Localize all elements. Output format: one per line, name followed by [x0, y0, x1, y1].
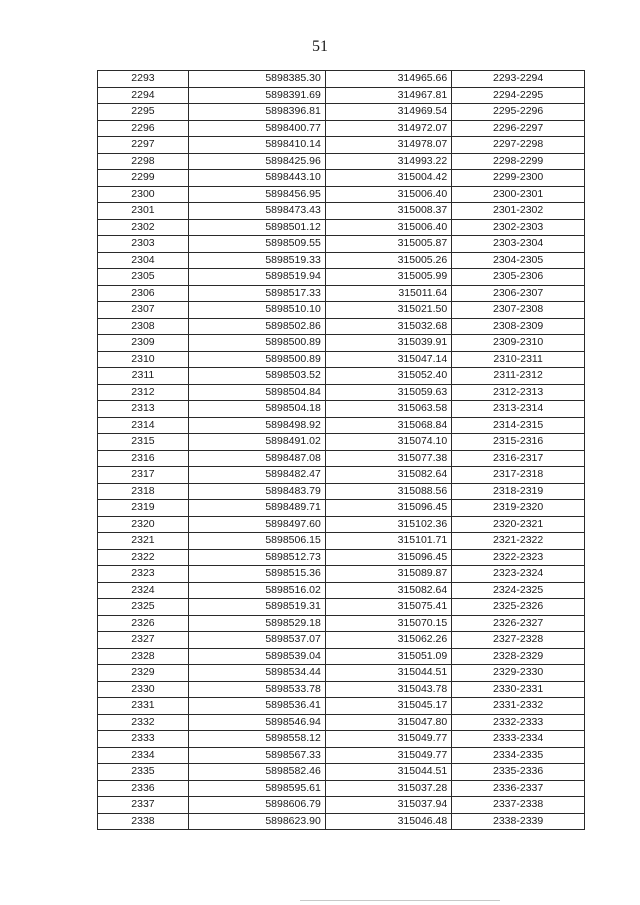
table-row — [98, 236, 585, 253]
y-coordinate-cell: 314972.07 — [325, 120, 451, 137]
point-number-cell: 2294 — [98, 87, 189, 104]
segment-cell: 2325-2326 — [452, 599, 585, 616]
point-number-cell: 2301 — [98, 203, 189, 220]
table-row — [98, 219, 585, 236]
segment-cell: 2293-2294 — [452, 71, 585, 88]
x-coordinate-cell: 5898595.61 — [188, 780, 325, 797]
y-coordinate-cell: 315096.45 — [325, 500, 451, 517]
segment-cell: 2308-2309 — [452, 318, 585, 335]
table-row — [98, 632, 585, 649]
x-coordinate-cell: 5898506.15 — [188, 533, 325, 550]
segment-cell: 2337-2338 — [452, 797, 585, 814]
point-number-cell: 2325 — [98, 599, 189, 616]
segment-cell: 2318-2319 — [452, 483, 585, 500]
segment-cell: 2309-2310 — [452, 335, 585, 352]
table-row — [98, 500, 585, 517]
coordinates-table — [97, 70, 585, 830]
table-row — [98, 747, 585, 764]
x-coordinate-cell: 5898567.33 — [188, 747, 325, 764]
segment-cell: 2326-2327 — [452, 615, 585, 632]
x-coordinate-cell: 5898500.89 — [188, 335, 325, 352]
y-coordinate-cell: 315101.71 — [325, 533, 451, 550]
table-row — [98, 698, 585, 715]
y-coordinate-cell: 315047.80 — [325, 714, 451, 731]
table-row — [98, 797, 585, 814]
table-row — [98, 434, 585, 451]
segment-cell: 2322-2323 — [452, 549, 585, 566]
x-coordinate-cell: 5898482.47 — [188, 467, 325, 484]
x-coordinate-cell: 5898491.02 — [188, 434, 325, 451]
segment-cell: 2315-2316 — [452, 434, 585, 451]
x-coordinate-cell: 5898537.07 — [188, 632, 325, 649]
x-coordinate-cell: 5898533.78 — [188, 681, 325, 698]
y-coordinate-cell: 315043.78 — [325, 681, 451, 698]
y-coordinate-cell: 315082.64 — [325, 582, 451, 599]
y-coordinate-cell: 315045.17 — [325, 698, 451, 715]
x-coordinate-cell: 5898400.77 — [188, 120, 325, 137]
segment-cell: 2297-2298 — [452, 137, 585, 154]
y-coordinate-cell: 315046.48 — [325, 813, 451, 830]
x-coordinate-cell: 5898519.33 — [188, 252, 325, 269]
segment-cell: 2305-2306 — [452, 269, 585, 286]
segment-cell: 2301-2302 — [452, 203, 585, 220]
y-coordinate-cell: 315044.51 — [325, 764, 451, 781]
segment-cell: 2321-2322 — [452, 533, 585, 550]
x-coordinate-cell: 5898391.69 — [188, 87, 325, 104]
x-coordinate-cell: 5898501.12 — [188, 219, 325, 236]
segment-cell: 2312-2313 — [452, 384, 585, 401]
x-coordinate-cell: 5898623.90 — [188, 813, 325, 830]
table-row — [98, 302, 585, 319]
table-row — [98, 549, 585, 566]
x-coordinate-cell: 5898515.36 — [188, 566, 325, 583]
point-number-cell: 2302 — [98, 219, 189, 236]
point-number-cell: 2313 — [98, 401, 189, 418]
y-coordinate-cell: 315051.09 — [325, 648, 451, 665]
point-number-cell: 2315 — [98, 434, 189, 451]
x-coordinate-cell: 5898410.14 — [188, 137, 325, 154]
point-number-cell: 2337 — [98, 797, 189, 814]
table-row — [98, 780, 585, 797]
y-coordinate-cell: 315070.15 — [325, 615, 451, 632]
point-number-cell: 2295 — [98, 104, 189, 121]
table-row — [98, 599, 585, 616]
x-coordinate-cell: 5898396.81 — [188, 104, 325, 121]
y-coordinate-cell: 315008.37 — [325, 203, 451, 220]
y-coordinate-cell: 315096.45 — [325, 549, 451, 566]
y-coordinate-cell: 314965.66 — [325, 71, 451, 88]
x-coordinate-cell: 5898534.44 — [188, 665, 325, 682]
table-row — [98, 368, 585, 385]
point-number-cell: 2316 — [98, 450, 189, 467]
y-coordinate-cell: 315068.84 — [325, 417, 451, 434]
x-coordinate-cell: 5898582.46 — [188, 764, 325, 781]
x-coordinate-cell: 5898606.79 — [188, 797, 325, 814]
y-coordinate-cell: 315006.40 — [325, 186, 451, 203]
segment-cell: 2302-2303 — [452, 219, 585, 236]
segment-cell: 2330-2331 — [452, 681, 585, 698]
point-number-cell: 2321 — [98, 533, 189, 550]
point-number-cell: 2324 — [98, 582, 189, 599]
segment-cell: 2323-2324 — [452, 566, 585, 583]
table-row — [98, 714, 585, 731]
y-coordinate-cell: 315037.94 — [325, 797, 451, 814]
table-row — [98, 87, 585, 104]
table-row — [98, 318, 585, 335]
segment-cell: 2316-2317 — [452, 450, 585, 467]
y-coordinate-cell: 315011.64 — [325, 285, 451, 302]
x-coordinate-cell: 5898504.84 — [188, 384, 325, 401]
table-row — [98, 483, 585, 500]
x-coordinate-cell: 5898510.10 — [188, 302, 325, 319]
segment-cell: 2303-2304 — [452, 236, 585, 253]
point-number-cell: 2327 — [98, 632, 189, 649]
y-coordinate-cell: 315004.42 — [325, 170, 451, 187]
table-row — [98, 104, 585, 121]
x-coordinate-cell: 5898529.18 — [188, 615, 325, 632]
y-coordinate-cell: 315089.87 — [325, 566, 451, 583]
y-coordinate-cell: 315075.41 — [325, 599, 451, 616]
point-number-cell: 2298 — [98, 153, 189, 170]
x-coordinate-cell: 5898502.86 — [188, 318, 325, 335]
segment-cell: 2310-2311 — [452, 351, 585, 368]
point-number-cell: 2300 — [98, 186, 189, 203]
point-number-cell: 2330 — [98, 681, 189, 698]
point-number-cell: 2320 — [98, 516, 189, 533]
table-row — [98, 351, 585, 368]
segment-cell: 2296-2297 — [452, 120, 585, 137]
y-coordinate-cell: 315005.99 — [325, 269, 451, 286]
segment-cell: 2314-2315 — [452, 417, 585, 434]
table-row — [98, 170, 585, 187]
point-number-cell: 2319 — [98, 500, 189, 517]
point-number-cell: 2311 — [98, 368, 189, 385]
segment-cell: 2336-2337 — [452, 780, 585, 797]
y-coordinate-cell: 315032.68 — [325, 318, 451, 335]
x-coordinate-cell: 5898498.92 — [188, 417, 325, 434]
table-row — [98, 186, 585, 203]
point-number-cell: 2308 — [98, 318, 189, 335]
x-coordinate-cell: 5898509.55 — [188, 236, 325, 253]
point-number-cell: 2303 — [98, 236, 189, 253]
point-number-cell: 2307 — [98, 302, 189, 319]
table-row — [98, 516, 585, 533]
table-row — [98, 203, 585, 220]
x-coordinate-cell: 5898497.60 — [188, 516, 325, 533]
x-coordinate-cell: 5898443.10 — [188, 170, 325, 187]
point-number-cell: 2293 — [98, 71, 189, 88]
coordinates-table-body — [98, 71, 585, 830]
point-number-cell: 2322 — [98, 549, 189, 566]
table-row — [98, 764, 585, 781]
y-coordinate-cell: 315049.77 — [325, 747, 451, 764]
segment-cell: 2306-2307 — [452, 285, 585, 302]
table-row — [98, 401, 585, 418]
y-coordinate-cell: 314993.22 — [325, 153, 451, 170]
point-number-cell: 2310 — [98, 351, 189, 368]
table-row — [98, 813, 585, 830]
segment-cell: 2335-2336 — [452, 764, 585, 781]
table-row — [98, 681, 585, 698]
table-row — [98, 450, 585, 467]
table-row — [98, 566, 585, 583]
segment-cell: 2300-2301 — [452, 186, 585, 203]
segment-cell: 2313-2314 — [452, 401, 585, 418]
table-row — [98, 417, 585, 434]
point-number-cell: 2333 — [98, 731, 189, 748]
point-number-cell: 2331 — [98, 698, 189, 715]
segment-cell: 2324-2325 — [452, 582, 585, 599]
point-number-cell: 2326 — [98, 615, 189, 632]
x-coordinate-cell: 5898487.08 — [188, 450, 325, 467]
x-coordinate-cell: 5898536.41 — [188, 698, 325, 715]
point-number-cell: 2329 — [98, 665, 189, 682]
point-number-cell: 2318 — [98, 483, 189, 500]
y-coordinate-cell: 315082.64 — [325, 467, 451, 484]
y-coordinate-cell: 315077.38 — [325, 450, 451, 467]
point-number-cell: 2314 — [98, 417, 189, 434]
y-coordinate-cell: 314967.81 — [325, 87, 451, 104]
table-row — [98, 731, 585, 748]
segment-cell: 2328-2329 — [452, 648, 585, 665]
point-number-cell: 2328 — [98, 648, 189, 665]
y-coordinate-cell: 315074.10 — [325, 434, 451, 451]
y-coordinate-cell: 315088.56 — [325, 483, 451, 500]
x-coordinate-cell: 5898385.30 — [188, 71, 325, 88]
segment-cell: 2329-2330 — [452, 665, 585, 682]
segment-cell: 2320-2321 — [452, 516, 585, 533]
table-row — [98, 120, 585, 137]
x-coordinate-cell: 5898500.89 — [188, 351, 325, 368]
x-coordinate-cell: 5898425.96 — [188, 153, 325, 170]
y-coordinate-cell: 315021.50 — [325, 302, 451, 319]
segment-cell: 2304-2305 — [452, 252, 585, 269]
x-coordinate-cell: 5898516.02 — [188, 582, 325, 599]
table-row — [98, 648, 585, 665]
point-number-cell: 2334 — [98, 747, 189, 764]
segment-cell: 2299-2300 — [452, 170, 585, 187]
y-coordinate-cell: 315037.28 — [325, 780, 451, 797]
segment-cell: 2331-2332 — [452, 698, 585, 715]
x-coordinate-cell: 5898546.94 — [188, 714, 325, 731]
y-coordinate-cell: 315063.58 — [325, 401, 451, 418]
table-row — [98, 285, 585, 302]
x-coordinate-cell: 5898519.94 — [188, 269, 325, 286]
y-coordinate-cell: 314978.07 — [325, 137, 451, 154]
segment-cell: 2327-2328 — [452, 632, 585, 649]
x-coordinate-cell: 5898456.95 — [188, 186, 325, 203]
segment-cell: 2332-2333 — [452, 714, 585, 731]
x-coordinate-cell: 5898517.33 — [188, 285, 325, 302]
table-row — [98, 153, 585, 170]
y-coordinate-cell: 315044.51 — [325, 665, 451, 682]
scan-edge-line — [300, 900, 500, 901]
segment-cell: 2338-2339 — [452, 813, 585, 830]
table-row — [98, 665, 585, 682]
segment-cell: 2294-2295 — [452, 87, 585, 104]
point-number-cell: 2336 — [98, 780, 189, 797]
y-coordinate-cell: 315047.14 — [325, 351, 451, 368]
x-coordinate-cell: 5898489.71 — [188, 500, 325, 517]
y-coordinate-cell: 315005.26 — [325, 252, 451, 269]
table-row — [98, 615, 585, 632]
x-coordinate-cell: 5898512.73 — [188, 549, 325, 566]
page-number: 51 — [312, 38, 328, 55]
x-coordinate-cell: 5898483.79 — [188, 483, 325, 500]
y-coordinate-cell: 315049.77 — [325, 731, 451, 748]
point-number-cell: 2299 — [98, 170, 189, 187]
point-number-cell: 2309 — [98, 335, 189, 352]
table-row — [98, 269, 585, 286]
y-coordinate-cell: 315005.87 — [325, 236, 451, 253]
point-number-cell: 2296 — [98, 120, 189, 137]
y-coordinate-cell: 315062.26 — [325, 632, 451, 649]
y-coordinate-cell: 315052.40 — [325, 368, 451, 385]
y-coordinate-cell: 315102.36 — [325, 516, 451, 533]
point-number-cell: 2332 — [98, 714, 189, 731]
y-coordinate-cell: 315059.63 — [325, 384, 451, 401]
x-coordinate-cell: 5898503.52 — [188, 368, 325, 385]
point-number-cell: 2317 — [98, 467, 189, 484]
x-coordinate-cell: 5898504.18 — [188, 401, 325, 418]
point-number-cell: 2305 — [98, 269, 189, 286]
point-number-cell: 2306 — [98, 285, 189, 302]
point-number-cell: 2297 — [98, 137, 189, 154]
segment-cell: 2307-2308 — [452, 302, 585, 319]
segment-cell: 2298-2299 — [452, 153, 585, 170]
segment-cell: 2317-2318 — [452, 467, 585, 484]
x-coordinate-cell: 5898539.04 — [188, 648, 325, 665]
y-coordinate-cell: 314969.54 — [325, 104, 451, 121]
segment-cell: 2334-2335 — [452, 747, 585, 764]
point-number-cell: 2338 — [98, 813, 189, 830]
table-row — [98, 582, 585, 599]
table-row — [98, 384, 585, 401]
table-row — [98, 71, 585, 88]
point-number-cell: 2312 — [98, 384, 189, 401]
point-number-cell: 2335 — [98, 764, 189, 781]
table-row — [98, 467, 585, 484]
point-number-cell: 2323 — [98, 566, 189, 583]
table-row — [98, 533, 585, 550]
y-coordinate-cell: 315006.40 — [325, 219, 451, 236]
table-row — [98, 137, 585, 154]
segment-cell: 2333-2334 — [452, 731, 585, 748]
table-row — [98, 335, 585, 352]
y-coordinate-cell: 315039.91 — [325, 335, 451, 352]
x-coordinate-cell: 5898473.43 — [188, 203, 325, 220]
segment-cell: 2295-2296 — [452, 104, 585, 121]
segment-cell: 2319-2320 — [452, 500, 585, 517]
x-coordinate-cell: 5898558.12 — [188, 731, 325, 748]
point-number-cell: 2304 — [98, 252, 189, 269]
table-row — [98, 252, 585, 269]
segment-cell: 2311-2312 — [452, 368, 585, 385]
x-coordinate-cell: 5898519.31 — [188, 599, 325, 616]
